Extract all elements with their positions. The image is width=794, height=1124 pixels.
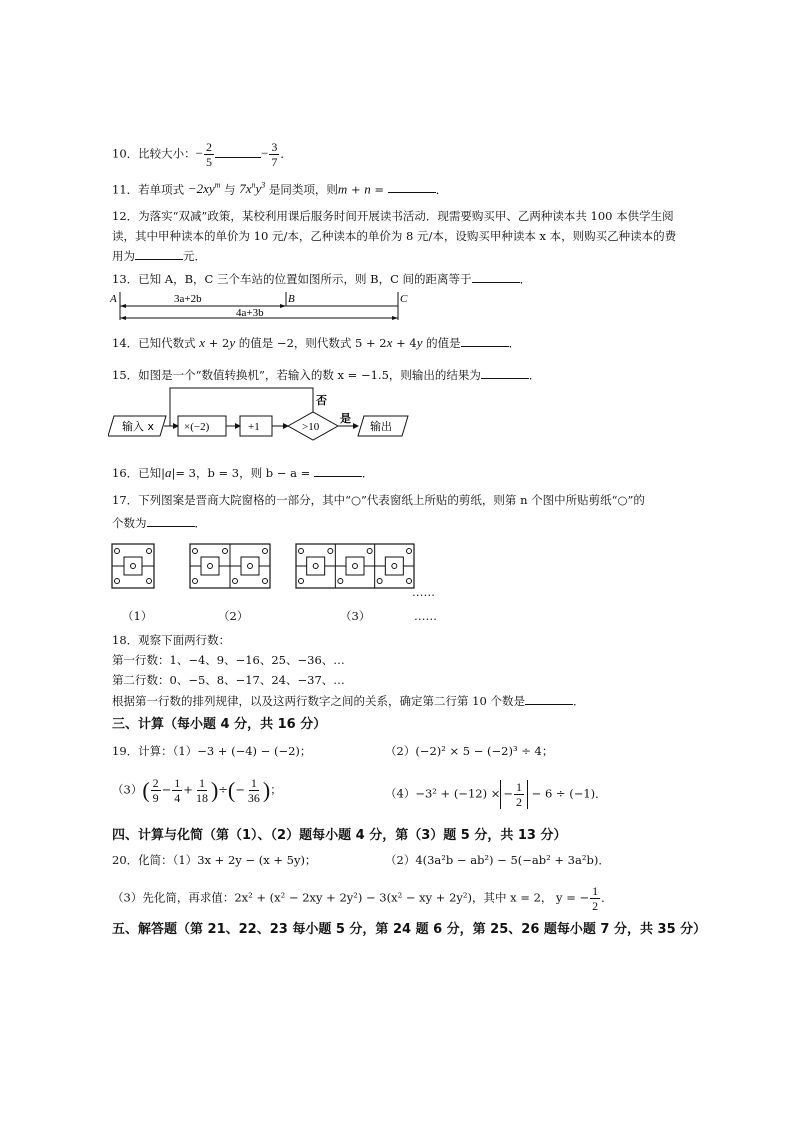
question-18-row2: 第二行数：0、−5、8、−17、24、−37、…	[112, 673, 345, 687]
segment-diagram	[108, 288, 418, 324]
pattern-3	[296, 544, 414, 588]
answer-blank[interactable]	[215, 145, 261, 158]
section-4-heading: 四、计算与化简（第（1）、（2）题每小题 4 分，第（3）题 5 分，共 13 分）	[112, 828, 567, 843]
answer-blank[interactable]	[481, 366, 529, 379]
answer-blank[interactable]	[147, 514, 195, 527]
question-19-part4: （4）−3² + (−12) × − $\frac{1}{2}$ − 6 ÷ (−1)．	[385, 780, 607, 809]
answer-blank[interactable]	[314, 464, 362, 477]
question-18-row1: 第一行数：1、−4、9、−16、25、−36、…	[112, 653, 345, 667]
question-19-part1: 19．计算：（1）−3 + (−4) − (−2)；	[112, 744, 312, 758]
answer-blank[interactable]	[388, 180, 436, 193]
pattern-label-1: （1）	[122, 609, 153, 623]
label-no: 否	[316, 394, 327, 407]
add-box: +1	[248, 421, 260, 433]
question-13: 13．已知 A，B，C 三个车站的位置如图所示，则 B，C 间的距离等于 ．	[112, 272, 532, 286]
label-a: A	[110, 293, 117, 305]
answer-blank[interactable]	[525, 692, 573, 705]
question-11: 11．若单项式 $-2xy^m$ 与 $7x^ny^3$ 是同类项，则m + n = ．	[112, 181, 448, 197]
question-17: 17．下列图案是晋商大院窗格的一部分，其中“○”代表窗纸上所贴的剪纸，则第 n 个图中所贴剪纸“○”的	[112, 493, 645, 507]
label-yes: 是	[340, 412, 351, 425]
window-patterns	[110, 540, 450, 600]
section-5-heading: 五、解答题（第 21、22、23 每小题 5 分，第 24 题 6 分，第 25、26 题每小题 7 分，共 35 分）	[112, 922, 707, 937]
input-box: 输入 x	[122, 420, 155, 433]
label-ab: 3a+2b	[174, 293, 202, 305]
flowchart	[108, 384, 428, 444]
question-15: 15．如图是一个“数值转换机”，若输入的数 x = −1.5，则输出的结果为 ．	[112, 368, 541, 382]
pattern-label-3: （3）	[340, 609, 371, 623]
question-20-part3: （3）先化简，再求值：2x² + (x² − 2xy + 2y²) − 3(x² − xy + 2y²)，其中 x = 2， y = − $\frac{1}{2}$ ．	[112, 884, 613, 913]
answer-blank[interactable]	[135, 247, 183, 260]
question-20-part2: （2）4(3a²b − ab²) − 5(−ab² + 3a²b)．	[385, 853, 610, 867]
pattern-2	[190, 544, 270, 588]
ellipsis-2: ……	[414, 609, 437, 623]
section-3-heading: 三、计算（每小题 4 分，共 16 分）	[112, 717, 327, 732]
question-12: 12．为落实“双减”政策，某校利用课后服务时间开展读书活动．现需要购买甲、乙两种读本共 100 本供学生阅读，其中甲种读本的单价为 10 元/本，乙种读本的单价为 8 元/本，设购买甲种读本 x 本，则购买乙种读本的费用为 元．	[112, 209, 677, 263]
answer-blank[interactable]	[461, 334, 509, 347]
label-c: C	[400, 293, 408, 305]
output-box: 输出	[370, 420, 392, 433]
label-b: B	[288, 293, 295, 305]
question-20-part1: 20．化简：（1）3x + 2y − (x + 5y)；	[112, 853, 317, 867]
question-10: 10．比较大小：− $\frac{2}{5}$ − $\frac{3}{7}$ ．	[112, 140, 292, 169]
multiply-box: ×(−2)	[184, 421, 210, 433]
question-19-part2: （2）(−2)² × 5 − (−2)³ ÷ 4；	[385, 744, 554, 758]
pattern-1	[112, 544, 154, 588]
question-19-part3: （3）( $\frac{2}{9}$ − $\frac{1}{4}$ + $\frac{1}{18}$ )÷(− $\frac{1}{36}$ )；	[112, 776, 282, 805]
condition-diamond: >10	[302, 421, 320, 433]
question-18-title: 18．观察下面两行数：	[112, 633, 231, 647]
pattern-label-2: （2）	[218, 609, 249, 623]
question-18-ask: 根据第一行数的排列规律，以及这两行数字之间的关系，确定第二行第 10 个数是 ．	[112, 694, 585, 708]
question-16: 16．已知|a|= 3，b = 3，则 b − a = ．	[112, 465, 374, 480]
question-14: 14．已知代数式 x + 2y 的值是 −2，则代数式 5 + 2x + 4y 的值是 ．	[112, 335, 521, 350]
answer-blank[interactable]	[472, 270, 520, 283]
label-ac: 4a+3b	[236, 307, 264, 319]
ellipsis: ……	[412, 585, 435, 599]
question-17-line2: 个数为 ．	[112, 516, 206, 530]
